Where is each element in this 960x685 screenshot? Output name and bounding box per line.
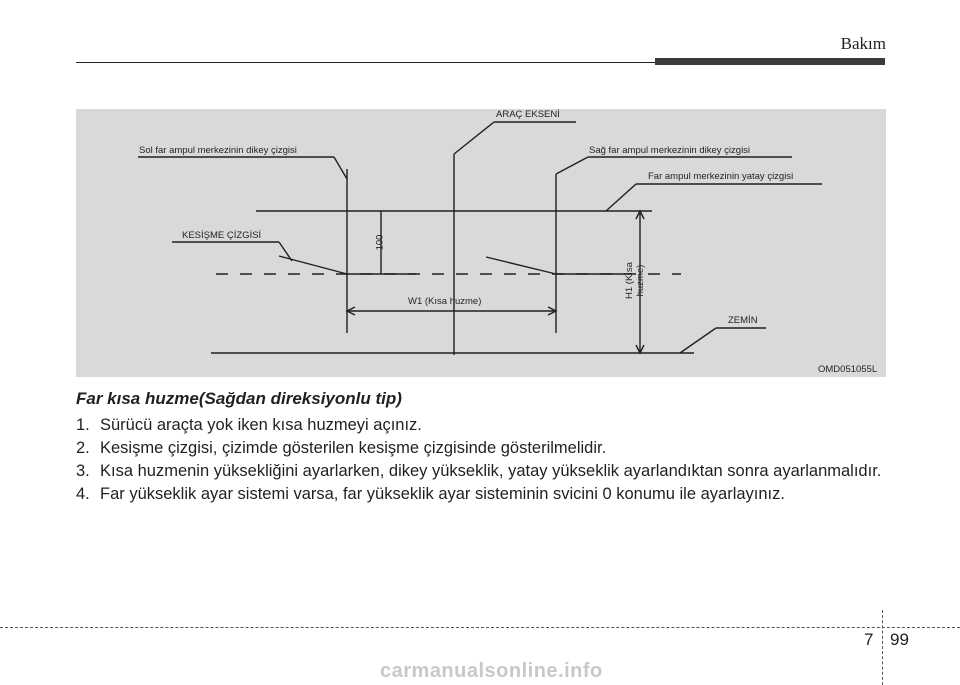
h1-label — [624, 262, 646, 299]
step-number: 4. — [76, 485, 90, 503]
footer-divider — [882, 610, 883, 685]
step-text: Sürücü araçta yok iken kısa huzmeyi açınız. — [100, 416, 422, 434]
step-text: Far yükseklik ayar sistemi varsa, far yükseklik ayar sisteminin svicini 0 konumu ile ayarlayınız. — [100, 485, 785, 503]
section-heading: Far kısa huzme(Sağdan direksiyonlu tip) — [76, 389, 402, 408]
list-item — [76, 415, 884, 436]
list-item — [76, 461, 884, 482]
page-number: 99 — [890, 630, 909, 649]
horizontal-label: Far ampul merkezinin yatay çizgisi — [648, 171, 794, 182]
right-vertical-label: Sağ far ampul merkezinin dikey çizgisi — [589, 145, 751, 156]
chapter-number: 7 — [864, 630, 874, 649]
headlight-aim-figure — [76, 109, 886, 377]
h1-label-line2: huzme) — [635, 264, 646, 297]
instruction-list — [76, 415, 884, 507]
h1-label-line1: H1 (Kısa — [624, 262, 635, 299]
header-bar — [655, 58, 885, 65]
list-item — [76, 484, 884, 505]
watermark: carmanualsonline.info — [380, 660, 603, 682]
vehicle-axis-label: ARAÇ EKSENİ — [496, 109, 560, 120]
left-vertical-label: Sol far ampul merkezinin dikey çizgisi — [139, 145, 297, 156]
list-item — [76, 438, 884, 459]
header-rule — [76, 62, 656, 63]
cutoff-label: KESİŞME ÇİZGİSİ — [182, 230, 262, 241]
header-title: Bakım — [840, 34, 886, 53]
ground-label: ZEMİN — [728, 315, 758, 326]
step-text: Kesişme çizgisi, çizimde gösterilen kesişme çizgisinde gösterilmelidir. — [100, 439, 607, 457]
figure-code: OMD051055L — [818, 364, 878, 375]
step-number: 3. — [76, 462, 90, 480]
w1-label: W1 (Kısa huzme) — [408, 296, 482, 307]
footer-rule — [0, 627, 960, 628]
dim-100-label: 100 — [374, 234, 386, 251]
step-number: 1. — [76, 416, 90, 434]
step-number: 2. — [76, 439, 90, 457]
step-text: Kısa huzmenin yüksekliğini ayarlarken, dikey yükseklik, yatay yükseklik ayarlandıktan sonra ayarlanmalıdır. — [100, 462, 882, 480]
